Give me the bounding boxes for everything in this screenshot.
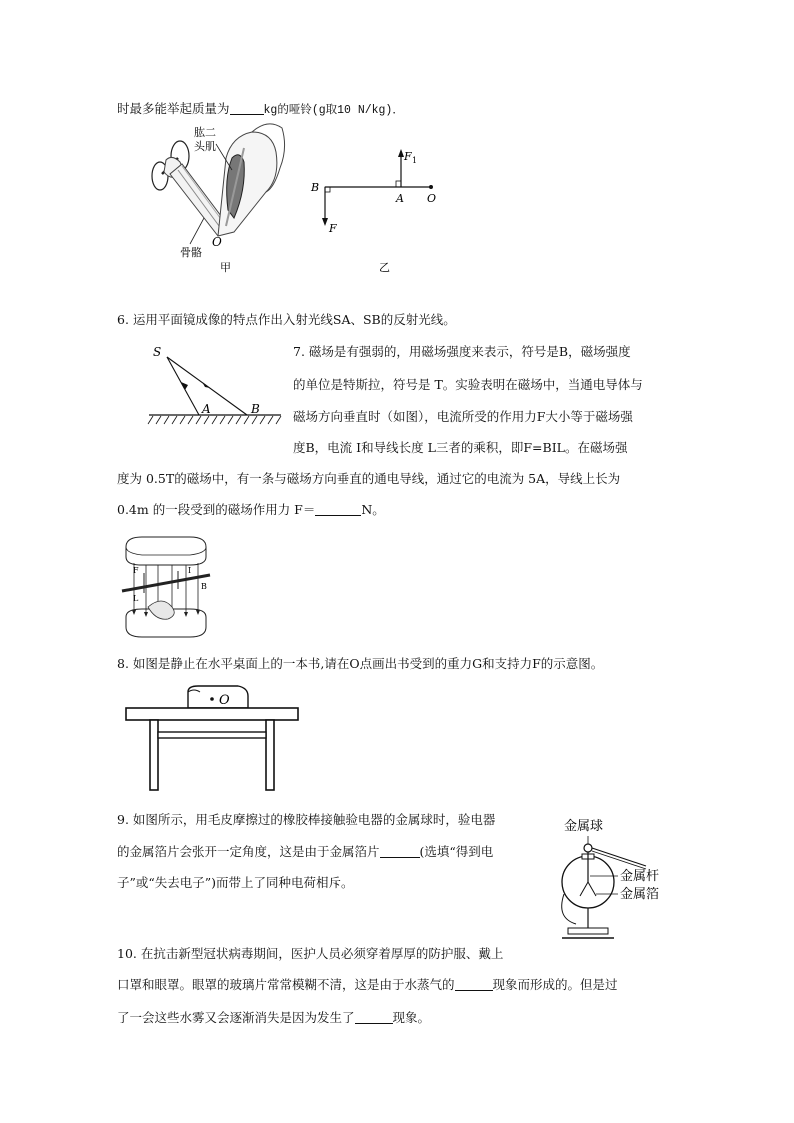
label-pivot-O: O xyxy=(212,235,222,249)
label-bone: 骨骼 xyxy=(180,246,202,259)
q7-answer-blank[interactable] xyxy=(315,503,361,516)
q7-line-2: 的单位是特斯拉，符号是 T。实验表明在磁场中，当通电导体与 xyxy=(293,377,643,392)
q10-text-a: 口罩和眼罩。眼罩的玻璃片常常模糊不清，这是由于水蒸气的 xyxy=(117,977,455,992)
q9-line-3: 子”或“失去电子”)而带上了同种电荷相斥。 xyxy=(117,875,354,890)
q9-answer-blank[interactable] xyxy=(380,845,420,858)
caption-yi: 乙 xyxy=(379,261,390,274)
book xyxy=(188,686,248,708)
q10-text-d: 现象。 xyxy=(392,1010,431,1025)
label-B: B xyxy=(201,582,207,591)
q5-text-a: 时最多能举起质量为 xyxy=(117,101,230,116)
q5-answer-blank[interactable] xyxy=(230,102,264,115)
q10-line-2 xyxy=(117,977,618,993)
pivot-point-O xyxy=(429,185,433,189)
label-B: B xyxy=(251,402,260,416)
q7-line-5: 度为 0.5T的磁场中，有一条与磁场方向垂直的通电导线，通过它的电流为 5A，导线上长为 xyxy=(117,471,621,486)
q5-figure-arm xyxy=(148,118,288,278)
label-F: F xyxy=(133,566,139,575)
q5-figure-lever xyxy=(305,140,455,275)
label-F: F xyxy=(329,222,337,235)
q10-answer-blank-2[interactable] xyxy=(355,1011,393,1024)
q10-text-c: 了一会这些水雾又会逐渐消失是因为发生了 xyxy=(117,1010,355,1025)
q7-line-3: 磁场方向垂直时（如图），电流所受的作用力F大小等于磁场强 xyxy=(293,409,633,424)
label-S: S xyxy=(153,345,162,359)
q7-line-4: 度B，电流 I和导线长度 L三者的乘积，即F=BIL。在磁场强 xyxy=(293,440,628,455)
q6-text: 6. 运用平面镜成像的特点作出入射光线SA、SB的反射光线。 xyxy=(117,312,456,327)
caption-jia: 甲 xyxy=(220,261,231,274)
label-I: I xyxy=(188,566,192,575)
q9-line-1: 9. 如图所示，用毛皮摩擦过的橡胶棒接触验电器的金属球时，验电器 xyxy=(117,812,496,827)
q8-text: 8. 如图是静止在水平桌面上的一本书,请在O点画出书受到的重力G和支持力F的示意图。 xyxy=(117,656,604,671)
q10-answer-blank-1[interactable] xyxy=(455,978,493,991)
label-A: A xyxy=(396,192,404,205)
label-muscle-1: 肱二 xyxy=(194,126,216,139)
label-metal-ball: 金属球 xyxy=(564,819,604,834)
q7-text-a: 0.4m 的一段受到的磁场作用力 F＝ xyxy=(117,502,316,517)
label-F1-sub: 1 xyxy=(412,156,418,165)
arrow-F xyxy=(322,218,328,226)
label-O: O xyxy=(219,693,230,708)
label-metal-foil: 金属箔 xyxy=(620,887,660,902)
label-A: A xyxy=(202,402,211,416)
q7-line-1: 7. 磁场是有强弱的，用磁场强度来表示，符号是B，磁场强度 xyxy=(293,344,631,359)
label-O: O xyxy=(427,192,437,205)
q10-text-b: 现象而形成的。但是过 xyxy=(492,977,618,992)
q7-text-b: N。 xyxy=(361,502,385,517)
table-top xyxy=(126,708,298,720)
label-metal-rod: 金属杆 xyxy=(620,869,660,884)
q7-figure-magnet xyxy=(118,533,214,641)
label-B: B xyxy=(311,181,320,194)
q9-figure-electroscope xyxy=(556,814,680,942)
q5-text-b: kg的哑铃(g取10 N/kg)． xyxy=(263,104,404,117)
metal-ball xyxy=(584,844,592,852)
point-O xyxy=(210,697,214,701)
q7-line-6 xyxy=(117,502,385,518)
label-L: L xyxy=(133,594,139,603)
label-F1: F xyxy=(404,150,412,163)
q5-line xyxy=(117,101,404,119)
q9-line-2 xyxy=(117,844,493,860)
q8-figure-table xyxy=(124,684,304,792)
q10-line-1: 10. 在抗击新型冠状病毒期间，医护人员必须穿着厚厚的防护服、戴上 xyxy=(117,946,504,961)
current-wire xyxy=(122,575,210,591)
label-muscle-2: 头肌 xyxy=(194,140,216,153)
q9-text-b: (选填“得到电 xyxy=(419,844,494,859)
q10-line-3 xyxy=(117,1010,430,1026)
q6-figure-mirror xyxy=(145,340,285,428)
q9-text-a: 的金属箔片会张开一定角度，这是由于金属箔片 xyxy=(117,844,380,859)
